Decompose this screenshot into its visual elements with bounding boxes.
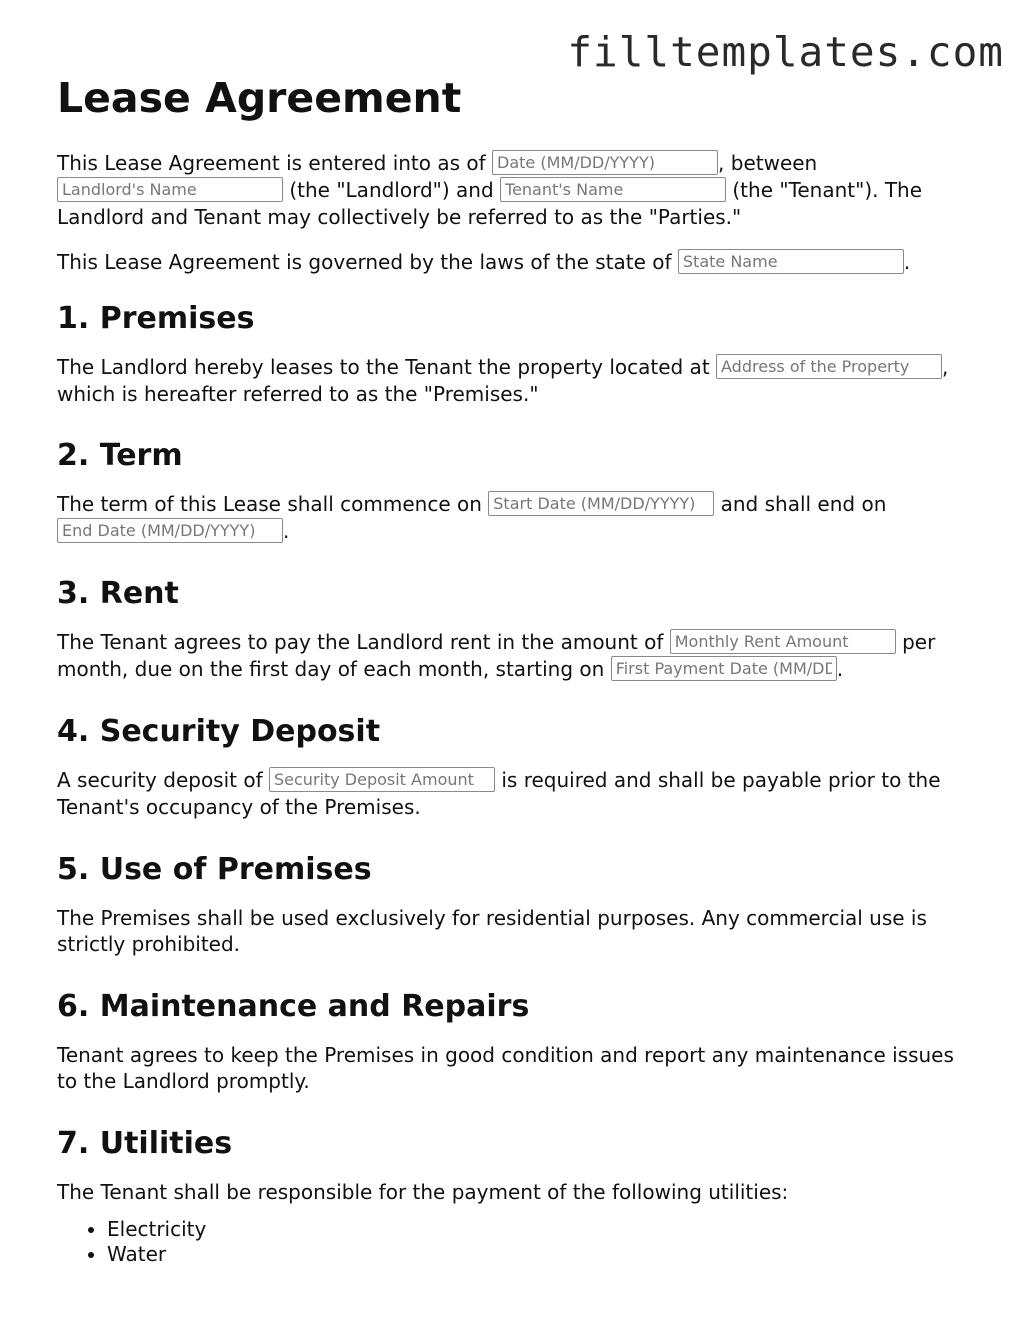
section-premises (57, 298, 977, 408)
list-item: • Electricity (107, 1217, 977, 1242)
section-heading-security-deposit: 4. Security Deposit (57, 714, 381, 749)
premises-text-2: , which is hereafter referred to as the "Premises." (57, 354, 949, 406)
governing-law-paragraph (57, 249, 977, 276)
start-date-input[interactable] (488, 491, 714, 516)
term-text-2: and shall end on (714, 492, 887, 516)
watermark: filltemplates.com (567, 28, 1004, 76)
use-paragraph: The Premises shall be used exclusively for residential purposes. Any commercial use is strictly prohibited. (57, 905, 927, 956)
section-security-deposit (57, 711, 977, 821)
intro-text-3: (the "Landlord") and (283, 178, 501, 202)
property-address-input[interactable] (716, 354, 942, 379)
utilities-list (57, 1217, 977, 1267)
premises-paragraph (57, 354, 977, 408)
term-text-1: The term of this Lease shall commence on (57, 492, 489, 516)
intro-text-4: (the "Tenant"). The Landlord and Tenant may collectively be referred to as the "Parties." (57, 178, 923, 229)
section-heading-use-of-premises: 5. Use of Premises (57, 851, 372, 887)
section-rent (57, 573, 977, 683)
end-date-input[interactable] (57, 518, 283, 543)
state-name-input[interactable] (678, 249, 904, 274)
page-title: Lease Agreement (57, 74, 462, 122)
section-heading-premises: 1. Premises (57, 300, 255, 336)
term-paragraph (57, 491, 977, 545)
deposit-text-1: A security deposit of (57, 768, 269, 792)
rent-text-1: The Tenant agrees to pay the Landlord rent in the amount of (57, 630, 670, 654)
term-text-3: . (283, 519, 290, 543)
agreement-date-input[interactable] (492, 150, 718, 175)
governing-law-text: This Lease Agreement is governed by the laws of the state of (57, 249, 678, 274)
intro-paragraph (57, 150, 977, 231)
intro-text-2: , between (718, 151, 818, 175)
utilities-paragraph: The Tenant shall be responsible for the payment of the following utilities: (57, 1179, 789, 1204)
premises-text-1: The Landlord hereby leases to the Tenant the property located at (57, 354, 717, 379)
section-heading-maintenance: 6. Maintenance and Repairs (57, 988, 530, 1024)
monthly-rent-input[interactable] (670, 629, 896, 654)
section-heading-utilities: 7. Utilities (57, 1125, 233, 1161)
section-maintenance (57, 986, 977, 1095)
section-heading-term: 2. Term (57, 438, 183, 473)
rent-text-2: per month, due on the first day of each month, starting on (57, 630, 936, 681)
maintenance-paragraph: Tenant agrees to keep the Premises in good condition and report any maintenance issues to the Landlord promptly. (57, 1042, 954, 1093)
first-payment-date-input[interactable] (611, 656, 837, 681)
intro-text-1: This Lease Agreement is entered into as of (57, 151, 493, 175)
governing-law-period: . (903, 249, 911, 274)
lease-document (57, 70, 977, 1267)
deposit-text-2: is required and shall be payable prior to the Tenant's occupancy of the Premises. (57, 768, 941, 819)
list-item: • Water (107, 1242, 977, 1267)
section-term (57, 435, 977, 545)
rent-text-3: . (836, 657, 844, 681)
security-deposit-input[interactable] (269, 767, 495, 792)
section-heading-rent: 3. Rent (57, 576, 179, 611)
tenant-name-input[interactable] (500, 177, 726, 202)
rent-paragraph (57, 629, 977, 683)
section-utilities (57, 1123, 977, 1268)
landlord-name-input[interactable] (57, 177, 283, 202)
section-use-of-premises (57, 849, 977, 958)
deposit-paragraph (57, 767, 977, 821)
